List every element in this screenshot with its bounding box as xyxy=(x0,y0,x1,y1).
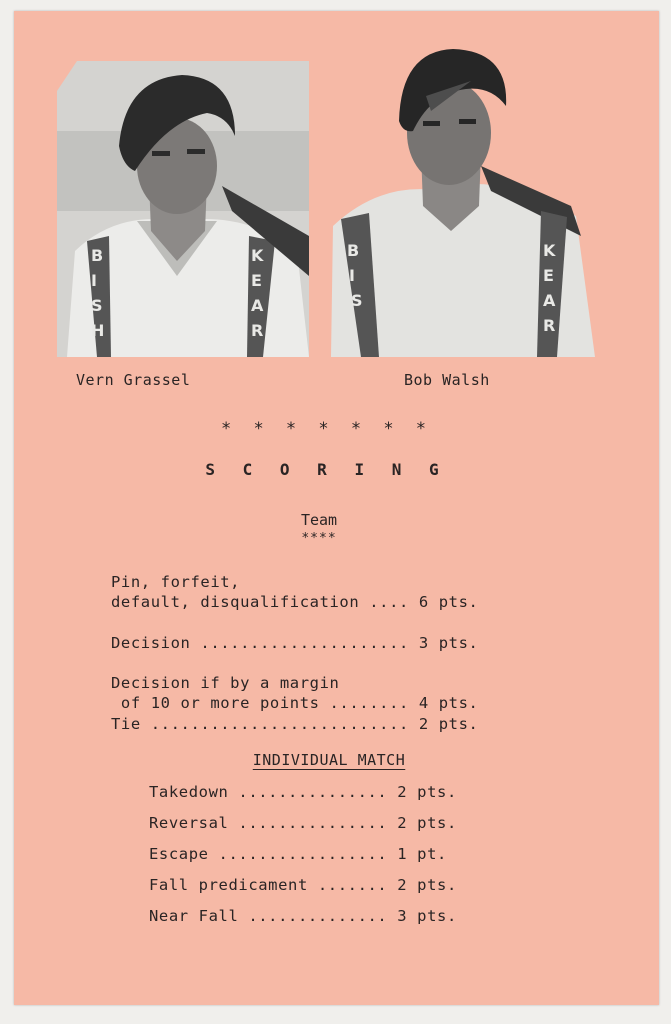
team-score-decision: Decision ..................... 3 pts. xyxy=(111,634,479,652)
individual-score-near-fall: Near Fall .............. 3 pts. xyxy=(149,907,457,925)
shirt-text-left: B xyxy=(347,241,360,260)
portrait-left-image xyxy=(57,61,309,357)
svg-text:S: S xyxy=(351,291,363,310)
svg-text:I: I xyxy=(349,266,355,285)
individual-score-takedown: Takedown ............... 2 pts. xyxy=(149,783,457,801)
shirt-text-right: K xyxy=(251,246,264,265)
svg-text:H: H xyxy=(91,321,105,340)
team-heading-underline: **** xyxy=(301,531,337,546)
shirt-text-right: K xyxy=(543,241,556,260)
caption-right: Bob Walsh xyxy=(404,371,490,389)
svg-text:A: A xyxy=(543,291,556,310)
shirt-text-left: B xyxy=(91,246,104,265)
individual-score-fall-predicament: Fall predicament ....... 2 pts. xyxy=(149,876,457,894)
svg-text:E: E xyxy=(251,271,262,290)
individual-score-escape: Escape ................. 1 pt. xyxy=(149,845,447,863)
individual-score-reversal: Reversal ............... 2 pts. xyxy=(149,814,457,832)
photo-bob-walsh xyxy=(331,41,595,357)
svg-text:R: R xyxy=(543,316,556,335)
svg-text:S: S xyxy=(91,296,103,315)
star-divider: * * * * * * * xyxy=(220,419,433,439)
individual-match-heading: INDIVIDUAL MATCH xyxy=(252,751,406,769)
team-score-major-decision: Decision if by a margin of 10 or more points ........ 4 pts. xyxy=(111,674,479,712)
svg-text:R: R xyxy=(251,321,264,340)
program-page xyxy=(14,11,659,1005)
team-score-tie: Tie .......................... 2 pts. xyxy=(111,715,479,733)
svg-text:A: A xyxy=(251,296,264,315)
svg-text:I: I xyxy=(91,271,97,290)
scoring-heading: S C O R I N G xyxy=(205,460,448,479)
caption-left: Vern Grassel xyxy=(76,371,191,389)
team-score-pin: Pin, forfeit, default, disqualification .... 6 pts. xyxy=(111,573,479,611)
svg-text:E: E xyxy=(543,266,554,285)
photo-vern-grassel xyxy=(57,61,309,357)
portrait-right-image xyxy=(331,41,595,357)
team-heading: Team xyxy=(300,511,338,529)
